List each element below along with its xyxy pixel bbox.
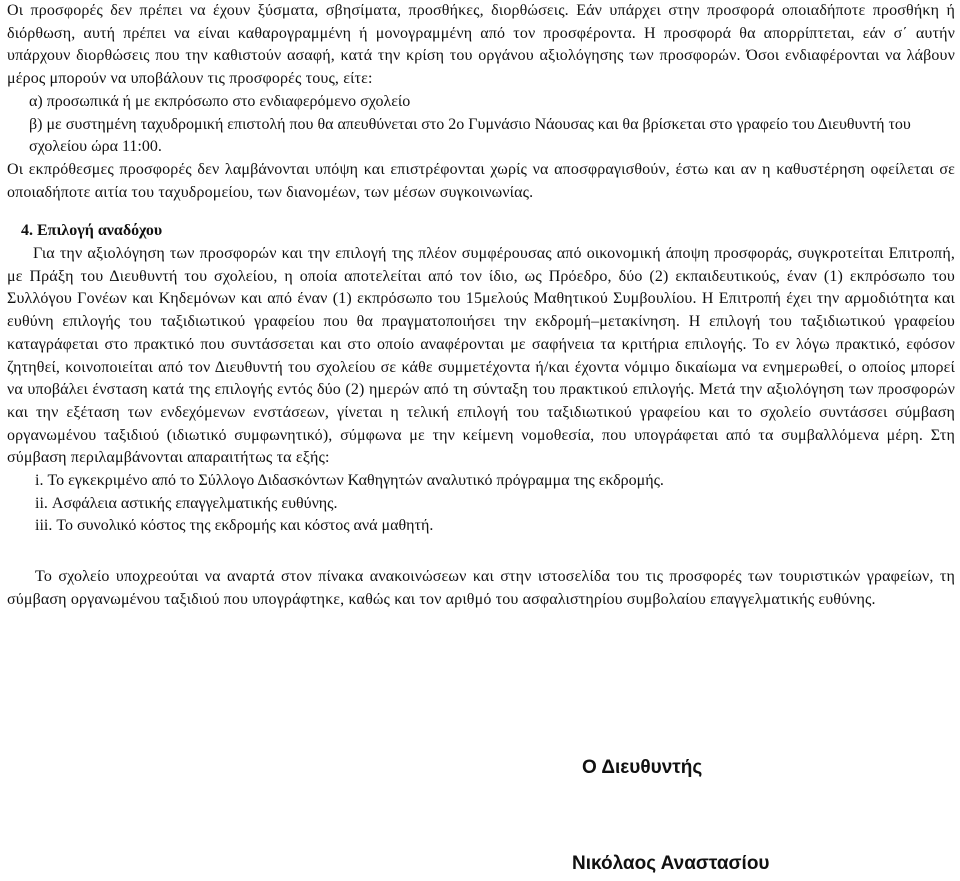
signature-title: Ο Διευθυντής	[582, 757, 703, 778]
document-page	[7, 0, 955, 612]
submission-option-a: α) προσωπικά ή με εκπρόσωπο στο ενδιαφερόμενο σχολείο	[29, 92, 411, 110]
submission-option-b: β) με συστημένη ταχυδρομική επιστολή που θα απευθύνεται στο 2ο Γυμνάσιο Νάουσας και θα βρίσκεται στο γραφείο του Διευθυντή του σχολείου ώρα 11:00.	[29, 115, 911, 156]
closing-paragraph: Το σχολείο υποχρεούται να αναρτά στον πίνακα ανακοινώσεων και στην ιστοσελίδα του τις προσφορές των τουριστικών γραφείων, τη σύμβαση οργανωμένου ταξιδιού που υπογράφτηκε, καθώς και τον αριθμό του ασφαλιστηρίου συμβολαίου επαγγελματικής ευθύνης.	[7, 568, 955, 608]
late-offers-paragraph: Οι εκπρόθεσμες προσφορές δεν λαμβάνονται υπόψη και επιστρέφονται χωρίς να αποσφραγισθούν, έστω και αν η καθυστέρηση οφείλεται σε οποιαδήποτε αιτία του ταχυδρομείου, των διανομέων, των μέσων συγκοινωνίας.	[7, 160, 955, 201]
signature-name: Νικόλαος Αναστασίου	[572, 853, 770, 874]
section-heading: 4. Επιλογή αναδόχου	[21, 222, 163, 240]
section-body: Για την αξιολόγηση των προσφορών και την επιλογή της πλέον συμφέρουσας από οικονομική άποψη προσφοράς, συγκροτείται Επιτροπή, με Πράξη του Διευθυντή του σχολείου, η οποία αποτελείται από τον ίδιο, ως Πρόεδρο, δύο (2) εκπαιδευτικούς, έναν (1) εκπρόσωπο του Συλλόγου Γονέων και Κηδεμόνων και από έναν (1) εκπρόσωπο του 15μελούς Μαθητικού Συμβουλίου. Η Επιτροπή έχει την αρμοδιότητα και ευθύνη επιλογής του ταξιδιωτικού γραφείου που θα πραγματοποιήσει την εκδρομή–μετακίνηση. Η επιλογή του ταξιδιωτικού γραφείου καταγράφεται στο πρακτικό που συντάσσεται και στο οποίο αναφέρονται με σαφήνεια τα κριτήρια επιλογής. Το εν λόγω πρακτικό, εφόσον ζητηθεί, κοινοποιείται από τον Διευθυντή του σχολείου σε κάθε συμμετέχοντα ή/και έχοντα νόμιμο δικαίωμα να ενημερωθεί, ο οποίος μπορεί να υποβάλει ένσταση κατά της επιλογής εντός δύο (2) ημερών από τη σύνταξη του πρακτικού επιλογής. Μετά την αξιολόγηση των προσφορών και την εξέταση των ενδεχόμενων ενστάσεων, γίνεται η τελική επιλογή του ταξιδιωτικού γραφείου και το σχολείο συντάσσει σύμβαση οργανωμένου ταξιδιού (ιδιωτικό συμφωνητικό), σύμφωνα με την κείμενη νομοθεσία, που υπογράφεται από τα συμβαλλόμενα μέρη. Στη σύμβαση περιλαμβάνονται απαραιτήτως τα εξής:	[7, 245, 955, 467]
contract-item-2: ii. Ασφάλεια αστικής επαγγελματικής ευθύνης.	[35, 494, 338, 512]
contract-item-3: iii. Το συνολικό κόστος της εκδρομής και κόστος ανά μαθητή.	[35, 517, 434, 535]
spacer	[7, 538, 955, 566]
offers-rules-paragraph: Οι προσφορές δεν πρέπει να έχουν ξύσματα, σβησίματα, προσθήκες, διορθώσεις. Εάν υπάρχει στην προσφορά οποιαδήποτε προσθήκη ή διόρθωση, αυτή πρέπει να είναι καθαρογραμμένη ή μονογραμμένη από τον προσφέροντα. Η προσφορά θα απορρίπτεται, εάν σ΄ αυτήν υπάρχουν διορθώσεις που την καθιστούν ασαφή, κατά την κρίση του οργάνου αξιολόγησης των προσφορών. Όσοι ενδιαφέρονται να λάβουν μέρος μπορούν να υποβάλουν τις προσφορές τους, είτε:	[7, 2, 955, 88]
contract-item-1: i. Το εγκεκριμένο από το Σύλλογο Διδασκόντων Καθηγητών αναλυτικό πρόγραμμα της εκδρομής.	[35, 472, 664, 490]
